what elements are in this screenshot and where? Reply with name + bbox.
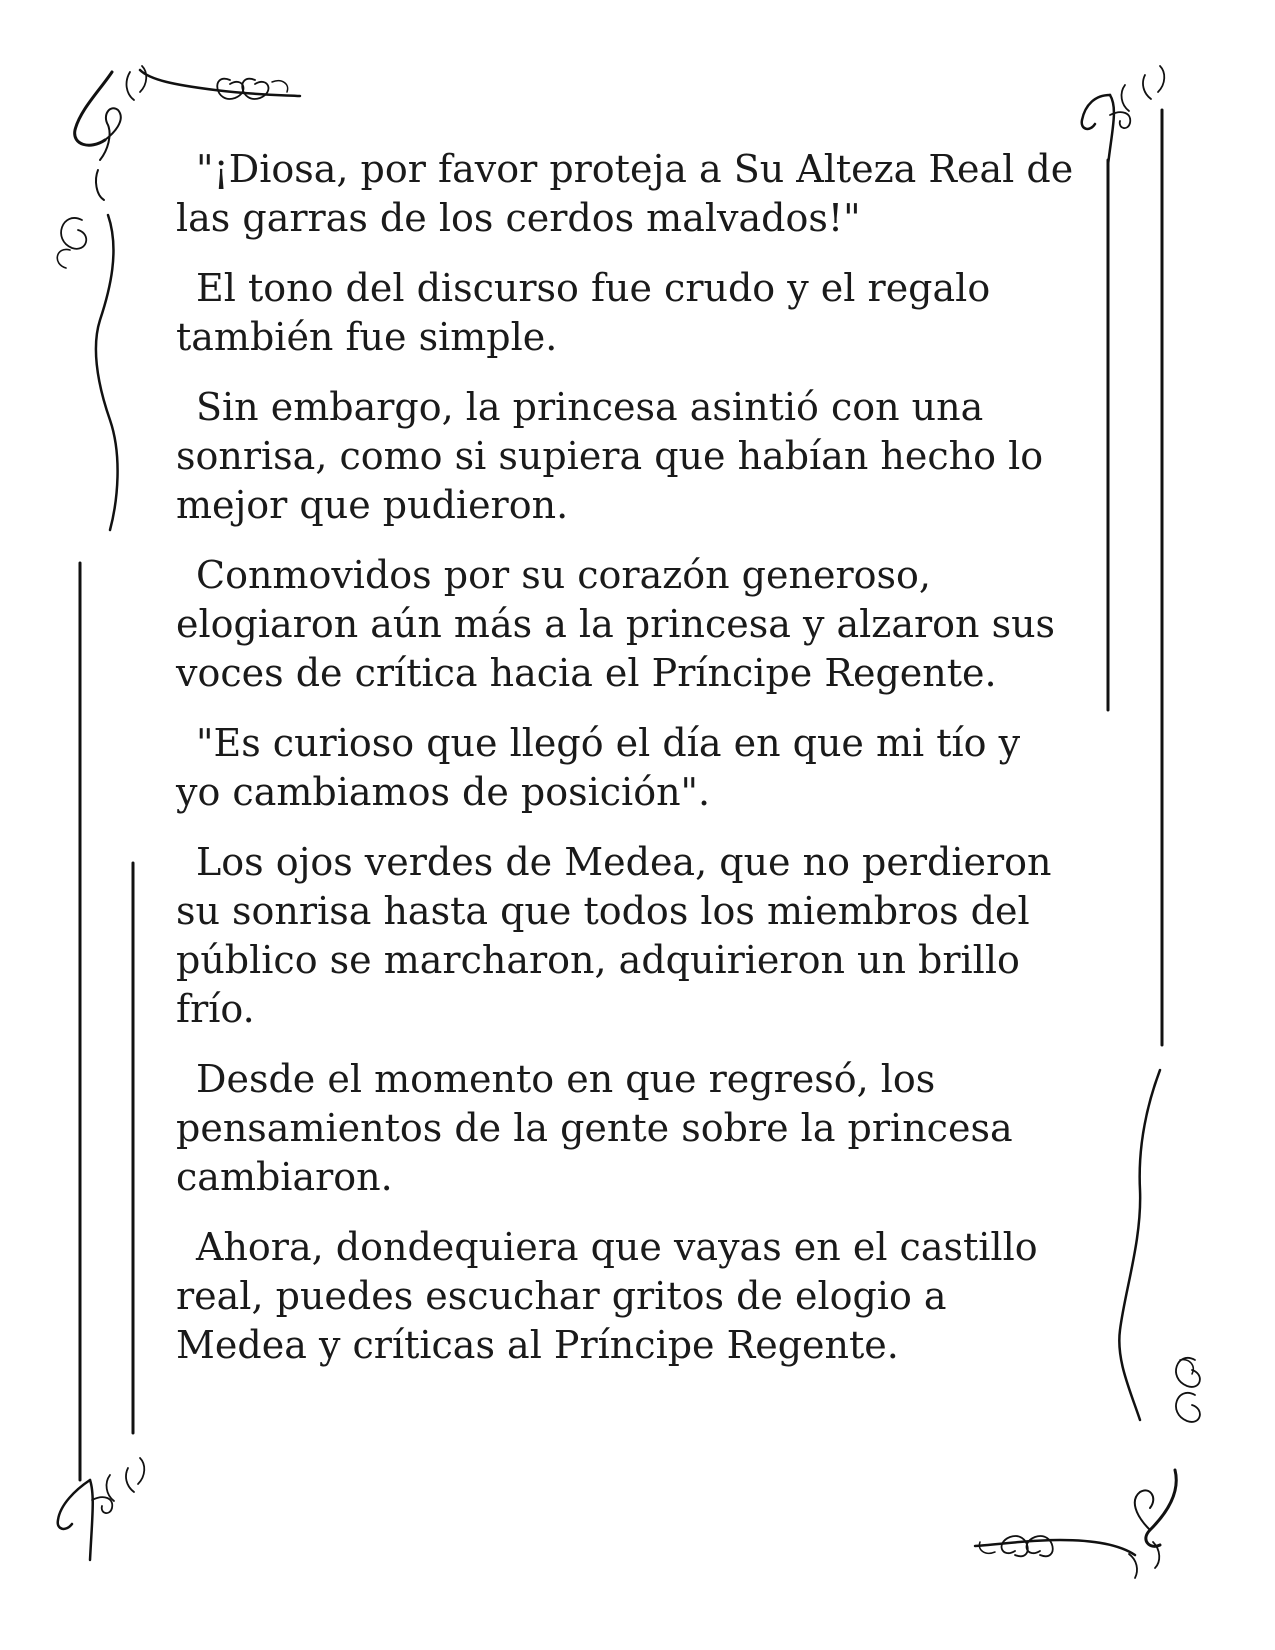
story-text (176, 145, 1076, 1391)
top-right-swirl-ornament (1082, 66, 1165, 165)
paragraph: "Es curioso que llegó el día en que mi tío y yo cambiamos de posición". (176, 721, 1021, 814)
paragraph: Sin embargo, la princesa asintió con una sonrisa, como si supiera que habían hecho lo mejor que pudieron. (176, 385, 1044, 527)
paragraph: Los ojos verdes de Medea, que no perdieron su sonrisa hasta que todos los miembros del público se marcharon, adquirieron un brillo frío. (176, 840, 1052, 1031)
paragraph: Desde el momento en que regresó, los pensamientos de la gente sobre la princesa cambiaron. (176, 1057, 1013, 1199)
paragraph: "¡Diosa, por favor proteja a Su Alteza Real de las garras de los cerdos malvados!" (176, 147, 1074, 240)
bottom-left-swirl-ornament (58, 1458, 145, 1560)
paragraph: Conmovidos por su corazón generoso, elogiaron aún más a la princesa y alzaron sus voces de crítica hacia el Príncipe Regente. (176, 553, 1056, 695)
paragraph: El tono del discurso fue crudo y el regalo también fue simple. (176, 266, 991, 359)
paragraph: Ahora, dondequiera que vayas en el castillo real, puedes escuchar gritos de elogio a Medea y críticas al Príncipe Regente. (176, 1225, 1038, 1367)
